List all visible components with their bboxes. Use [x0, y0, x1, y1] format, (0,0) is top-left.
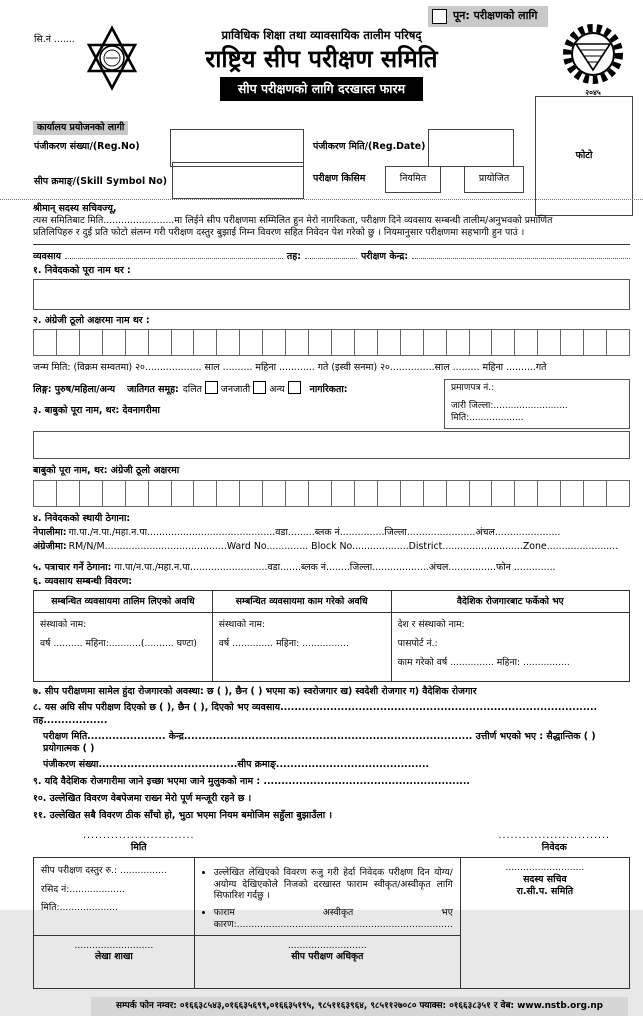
work-cell[interactable]: संस्थाको नाम: वर्ष .............. महिना: ................ — [212, 613, 391, 682]
sponsored-label: प्रायोजित — [478, 173, 510, 185]
char-cell[interactable] — [446, 480, 470, 507]
permanent-address-english: अंग्रेजीमा: RM/N/M.........................................Ward No.............. Block No...................District...........................Zone........................ — [33, 540, 619, 552]
char-cell[interactable] — [537, 329, 561, 356]
applicant-signature — [499, 830, 610, 854]
skill-symbol-label: सीप क्रमाङ्/(Skill Symbol No) — [34, 176, 167, 187]
salutation: श्रीमान् सदस्य सचिवज्यू, — [33, 203, 117, 214]
janajati-label: जनजाती — [220, 383, 251, 395]
recommendation-bullet-1: • उल्लेखित लेखिएको विवरण रुजु गरी हेर्दा निवेदक परीक्षण दिन योग्य/अयोग्य देखिएकोले निजको दरखास्त फाराम स्वीकृत/अस्वीकृत लागि सिफारिश गर्दछु । — [214, 867, 453, 902]
center-input-line[interactable] — [412, 248, 630, 259]
table-row — [34, 613, 630, 682]
field8-line-b: परीक्षण मिति...................... केन्द्र................................................................................. उत्तीर्ण भएको भए : सैद्धान्तिक ( ) प्रयोगात्मक ( ) — [43, 730, 596, 754]
field11-line: ११. उल्लेखित सबै विवरण ठीक साँचो हो, भुठा भएमा नियम बमोजिम सहुँला बुझाउँला । — [33, 809, 333, 821]
secretary-label: सदस्य सचिव — [523, 873, 567, 885]
field7-line: ७. सीप परीक्षणमा सामेल हुंदा रोजगारको अवस्था: छ ( ), छैन ( ) भएमा क) स्वरोजगार ख) स्वदेशी रोजगार ग) वैदेशिक रोजगार — [33, 686, 477, 698]
char-cell[interactable] — [377, 329, 401, 356]
father-name-devanagari-box[interactable] — [33, 431, 630, 459]
char-cell[interactable] — [33, 329, 57, 356]
char-cell[interactable] — [491, 329, 515, 356]
dob-line: जन्म मिति: (विक्रम सम्वतमा) २०................... साल .......... महिना ............ गते (इस्वी सनमा) २०...............साल ......... महिना ..........गते — [33, 361, 547, 373]
char-cell[interactable] — [583, 329, 607, 356]
officer-cell — [194, 935, 460, 988]
char-cell[interactable] — [285, 329, 309, 356]
char-cell[interactable] — [262, 480, 286, 507]
trade-label: व्यवसाय — [33, 250, 62, 262]
accounts-label: लेखा शाखा — [94, 951, 133, 963]
secretary-signature-line[interactable]: ........................... — [505, 861, 585, 873]
char-cell[interactable] — [148, 329, 172, 356]
page-title: राष्ट्रिय सीप परीक्षण समिति — [205, 44, 438, 73]
char-cell[interactable] — [79, 329, 103, 356]
applicant-name-box[interactable] — [33, 279, 630, 310]
petition-line-2: प्रतिलिपिहरु र दुई प्रति फोटो संलग्न गरी परीक्षण दस्तुर बुझाई निम्न विवरण सहित निवेदन पेश गरेको छु । नियमानुसार परीक्षणमा सहभागी हुन पाउं । — [33, 226, 525, 238]
reg-no-label: पंजीकरण संख्या/(Reg.No) — [34, 141, 140, 152]
char-cell[interactable] — [193, 480, 217, 507]
applicant-label: निवेदक — [541, 841, 567, 853]
char-cell[interactable] — [125, 480, 149, 507]
char-cell[interactable] — [285, 480, 309, 507]
form-header — [140, 28, 503, 101]
level-input-line[interactable] — [305, 248, 357, 259]
date-signature — [83, 830, 194, 854]
skill-symbol-box[interactable] — [172, 162, 304, 199]
applicant-signature-line[interactable]: ............................ — [498, 829, 610, 841]
field9-line: ९. यदि वैदेशिक रोजगारीमा जाने इच्छा भएमा जाने मुलुकको नाम : .......................................................... — [33, 775, 470, 787]
char-cell[interactable] — [148, 480, 172, 507]
father-name-english-cells — [33, 480, 630, 507]
training-cell[interactable]: संस्थाको नाम: वर्ष .......... महिना:...........(.......... घण्टा) — [34, 613, 213, 682]
field6-label: ६. व्यवसाय सम्बन्धी विवरण: — [33, 575, 133, 587]
field3b-label: बाबुको पूरा नाम, थर: अंग्रेजी ठूलो अक्षरमा — [33, 465, 180, 477]
retest-option[interactable] — [428, 6, 548, 27]
exam-type-label: परीक्षण किसिम — [313, 173, 366, 184]
char-cell[interactable] — [102, 480, 126, 507]
char-cell[interactable] — [171, 329, 195, 356]
char-cell[interactable] — [606, 329, 630, 356]
char-cell[interactable] — [514, 329, 538, 356]
char-cell[interactable] — [400, 480, 424, 507]
recommendation-bullet-2: • फाराम अस्वीकृत भए कारण:.......................................................................... — [214, 907, 453, 931]
char-cell[interactable] — [560, 329, 584, 356]
nepal-government-emblem — [84, 26, 140, 94]
char-cell[interactable] — [423, 480, 447, 507]
char-cell[interactable] — [377, 480, 401, 507]
char-cell[interactable] — [79, 480, 103, 507]
char-cell[interactable] — [354, 329, 378, 356]
exam-type-regular-option[interactable] — [385, 166, 441, 193]
office-verification-table — [33, 857, 630, 989]
exam-type-sponsored-option[interactable] — [464, 166, 524, 193]
certificate-no-label: प्रमाणपत्र नं.: — [451, 382, 495, 393]
field2-label: २. अंग्रेजी ठूलो अक्षरमा नाम थर : — [33, 314, 150, 326]
table-header-training: सम्बन्धित व्यवसायमा तालिम लिएको अवधि — [34, 590, 213, 613]
char-cell[interactable] — [262, 329, 286, 356]
office-use-label: कार्यालय प्रयोजनको लागी — [33, 121, 128, 135]
accounts-cell — [34, 935, 195, 988]
center-label: परीक्षण केन्द्र: — [360, 250, 409, 262]
char-cell[interactable] — [560, 480, 584, 507]
officer-signature-line[interactable]: ........................... — [287, 939, 367, 951]
char-cell[interactable] — [354, 480, 378, 507]
field3-label: ३. बाबुको पूरा नाम, थर: देवनागरीमा — [33, 404, 160, 416]
gender-ethnic-line — [33, 379, 434, 396]
trade-line — [33, 248, 630, 263]
serial-number-label: सि.नं ....... — [34, 34, 75, 45]
recommendation-cell — [194, 857, 460, 935]
char-cell[interactable] — [469, 480, 493, 507]
field10-line: १०. उल्लेखित विवरण वेबपेजमा राख्न मेरो पूर्ण मन्जूरी रहने छ । — [33, 792, 252, 804]
janajati-checkbox[interactable] — [253, 381, 266, 394]
field8-line-c: पंजीकरण संख्या.......................................सीप क्रमाङ्........................................... — [43, 758, 430, 770]
char-cell[interactable] — [423, 329, 447, 356]
other-ethnic-label: अन्य — [269, 383, 285, 395]
citizenship-box[interactable] — [444, 379, 630, 430]
char-cell[interactable] — [308, 329, 332, 356]
retest-checkbox[interactable] — [432, 9, 447, 24]
char-cell[interactable] — [331, 480, 355, 507]
char-cell[interactable] — [606, 480, 630, 507]
field1-label: १. निवेदकको पूरा नाम थर : — [33, 264, 131, 276]
char-cell[interactable] — [514, 480, 538, 507]
divider — [33, 244, 630, 245]
char-cell[interactable] — [56, 329, 80, 356]
petition-line-1: त्यस समितिबाट मिति........................मा लिईने सीप परीक्षणमा सम्मिलित हुन मेरो नागरिकता, परीक्षण दिने व्यवसाय सम्बन्धी तालीम/अनुभवको प्रमाणित — [33, 215, 553, 227]
char-cell[interactable] — [33, 480, 57, 507]
signature-row — [33, 830, 630, 854]
char-cell[interactable] — [331, 329, 355, 356]
field4-label: ४. निवेदकको स्थायी ठेगाना: — [33, 512, 131, 524]
reg-date-label: पंजीकरण मिति/(Reg.Date) — [313, 141, 426, 152]
char-cell[interactable] — [102, 329, 126, 356]
char-cell[interactable] — [239, 480, 263, 507]
char-cell[interactable] — [537, 480, 561, 507]
logo-year: २०४५ — [585, 88, 601, 98]
gender-label: लिङ्ग: पुरुष/महिला/अन्य — [33, 383, 116, 395]
contact-footer: सम्पर्क फोन नम्वर: ०१६६३८५४३,०१६६३५६९९,०१६६३५१९५, ९८५११६३९६४, ९८५११२७०८० फ्याक्स: ०१६६३८३५१ र वेब: www.nstb.org.np — [91, 997, 628, 1016]
field8-line-a: ८. यस अघि सीप परीक्षण दिएको छ ( ), छैन ( ), दिएको भए व्यवसाय......................................................................................... तह.................. — [33, 702, 598, 726]
nstb-logo — [561, 22, 625, 98]
citizenship-label: नागरिकता: — [309, 383, 348, 395]
field5-line: ५. पत्राचार गर्ने ठेगाना: गा.पा/न.पा./महा.न.पा..........................वडा.......ब्लक नं........जिल्ला...................अंचल................फोन .............. — [33, 561, 556, 573]
char-cell[interactable] — [56, 480, 80, 507]
char-cell[interactable] — [171, 480, 195, 507]
officer-label: सीप परीक्षण अधिकृत — [291, 951, 364, 963]
photo-box — [535, 96, 633, 216]
ethnic-group-label: जातिगत समूह: — [127, 383, 179, 395]
retest-label: पून: परीक्षणको लागि — [453, 9, 538, 23]
table-header-work: सम्बन्धित व्यवसायमा काम गरेको अवधि — [212, 590, 391, 613]
table-header-foreign: वैदेशिक रोजगारबाट फर्केको भए — [391, 590, 629, 613]
regular-label: नियमित — [399, 173, 427, 185]
char-cell[interactable] — [193, 329, 217, 356]
char-cell[interactable] — [583, 480, 607, 507]
char-cell[interactable] — [216, 329, 240, 356]
foreign-cell[interactable]: देश र संस्थाको नाम: पासपोर्ट नं.: काम गरेको वर्ष ............... महिना: ................ — [391, 613, 629, 682]
dalit-label: दलित — [182, 383, 202, 395]
date-signature-line[interactable]: ............................ — [83, 829, 195, 841]
fee-cell[interactable]: सीप परीक्षण दस्तुर रु.: ................ रसिद नं:................... मिति:.................... — [34, 857, 195, 935]
photo-label: फोटो — [575, 149, 593, 161]
council-name: प्राविधिक शिक्षा तथा व्यावसायिक तालीम परिषद् — [221, 28, 422, 42]
english-name-cells — [33, 329, 630, 356]
member-secretary-cell — [460, 857, 629, 988]
char-cell[interactable] — [239, 329, 263, 356]
char-cell[interactable] — [308, 480, 332, 507]
other-ethnic-checkbox[interactable] — [288, 381, 301, 394]
char-cell[interactable] — [216, 480, 240, 507]
char-cell[interactable] — [125, 329, 149, 356]
form-body — [33, 203, 630, 1016]
occupation-details-table — [33, 590, 630, 683]
char-cell[interactable] — [446, 329, 470, 356]
accounts-signature-line[interactable]: ........................... — [74, 939, 154, 951]
form-title-banner: सीप परीक्षणको लागि दरखास्त फारम — [220, 77, 423, 101]
dotted-separator — [0, 199, 643, 200]
level-label: तह: — [286, 250, 301, 262]
trade-input-line[interactable] — [65, 248, 283, 259]
char-cell[interactable] — [491, 480, 515, 507]
char-cell[interactable] — [469, 329, 493, 356]
char-cell[interactable] — [400, 329, 424, 356]
committee-label: रा.सी.प. समिति — [516, 885, 574, 897]
date-label: मिति — [130, 841, 147, 853]
dalit-checkbox[interactable] — [205, 381, 218, 394]
permanent-address-nepali: नेपालीमा: गा.पा./न.पा./महा.न.पा...........................................वडा.........ब्लक नं...............जिल्ला.......................अंचल...................... — [33, 526, 561, 538]
reg-date-box[interactable] — [428, 129, 514, 167]
issue-district-line: जारी जिल्ला:.......................... मिति:................... — [451, 401, 568, 423]
